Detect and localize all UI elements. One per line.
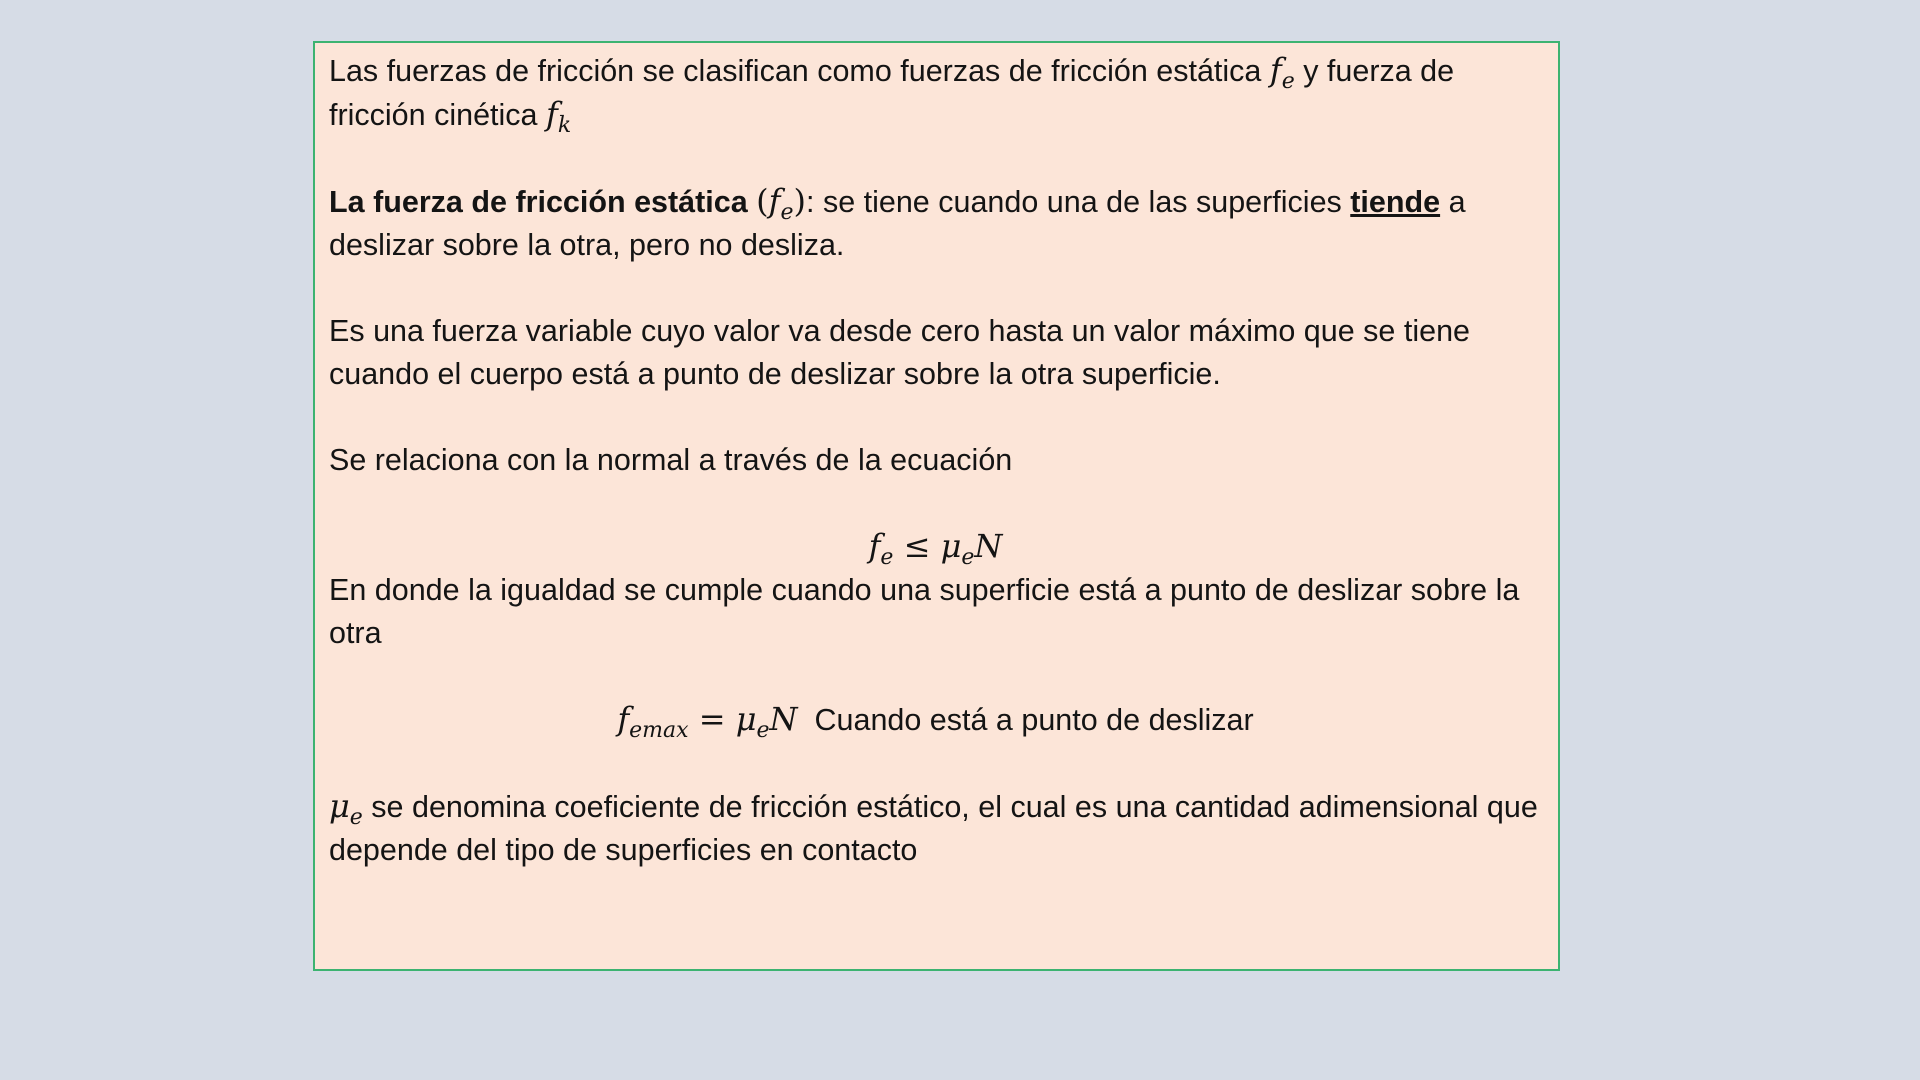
paragraph-friction-types (329, 49, 1542, 137)
spacer (329, 655, 1542, 698)
text-segment: a deslizar sobre la otra, pero no desliza. (329, 185, 1466, 262)
math-symbol: f (617, 700, 630, 738)
math-symbol: N (769, 700, 798, 738)
math-subscript: e (349, 805, 363, 830)
spacer (329, 267, 1542, 310)
spacer (329, 396, 1542, 439)
emphasized-word: tiende (1350, 185, 1441, 219)
text-segment: Las fuerzas de fricción se clasifican como fuerzas de fricción estática (329, 54, 1270, 88)
math-paren: ) (793, 182, 806, 220)
spacer (329, 137, 1542, 180)
paragraph-static-friction-definition (329, 180, 1542, 267)
math-symbol: f (545, 95, 558, 133)
spacer (329, 482, 1542, 525)
slide-content-box (313, 41, 1560, 971)
text-segment: se denomina coeficiente de fricción estático, el cual es una cantidad adimensional que depende del tipo de superficies en contacto (329, 790, 1538, 867)
math-subscript: k (557, 113, 572, 138)
math-subscript: e (961, 545, 975, 570)
equation-static-friction-inequality (329, 525, 1542, 569)
text-segment: : se tiene cuando una de las superficies (806, 185, 1351, 219)
paragraph-variable-force: Es una fuerza variable cuyo valor va desde cero hasta un valor máximo que se tiene cuando el cuerpo está a punto de deslizar sobre la otra superficie. (329, 314, 1470, 391)
math-subscript: emax (629, 718, 689, 743)
math-symbol: N (974, 527, 1003, 565)
spacer (329, 742, 1542, 785)
math-subscript: e (780, 200, 794, 225)
math-subscript: e (756, 718, 770, 743)
math-subscript: e (880, 545, 894, 570)
math-symbol: f (868, 527, 881, 565)
math-symbol: f (768, 182, 781, 220)
paragraph-coefficient-definition (329, 785, 1542, 872)
paragraph-normal-relation: Se relaciona con la normal a través de la ecuación (329, 443, 1013, 477)
math-symbol: μ (735, 700, 757, 738)
bold-label: La fuerza de fricción estática (329, 185, 757, 219)
math-symbol: μ (940, 527, 962, 565)
text-segment: y fuerza de fricción cinética (329, 54, 1455, 132)
math-symbol: f (1269, 51, 1282, 89)
math-symbol: μ (329, 787, 350, 825)
math-subscript: e (1281, 69, 1295, 94)
equation-max-static-friction (329, 698, 1542, 742)
paragraph-equality-condition: En donde la igualdad se cumple cuando una superficie está a punto de deslizar sobre la otra (329, 573, 1520, 650)
math-paren: ( (756, 182, 769, 220)
equation-note: Cuando está a punto de deslizar (797, 703, 1254, 737)
math-operator: ≤ (893, 527, 941, 565)
math-operator: = (688, 700, 736, 738)
